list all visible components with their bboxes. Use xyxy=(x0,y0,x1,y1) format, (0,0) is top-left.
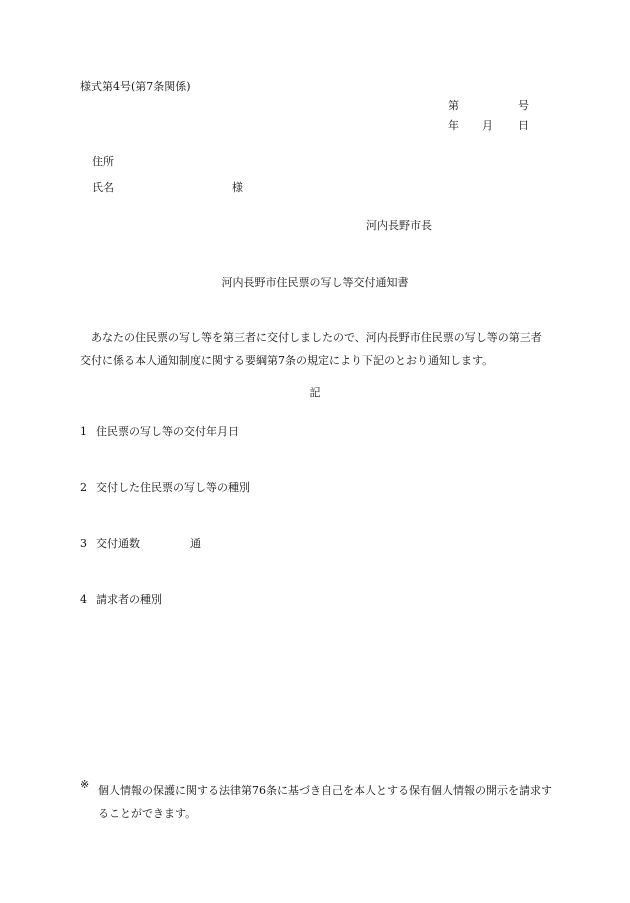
name-label: 氏名 xyxy=(92,181,114,194)
count-unit: 通 xyxy=(190,537,201,550)
item-number: 2 xyxy=(80,481,87,494)
item-number: 3 xyxy=(80,537,87,550)
date-month-label: 月 xyxy=(482,119,493,132)
item-text: 住民票の写し等の交付年月日 xyxy=(96,425,239,438)
ki-heading: 記 xyxy=(309,386,321,399)
document-number-prefix: 第 xyxy=(448,99,459,112)
date-day-label: 日 xyxy=(518,119,529,132)
honorific: 様 xyxy=(232,181,243,194)
body-text: あなたの住民票の写し等を第三者に交付しましたので、河内長野市住民票の写し等の第三者交付に係る本人通知制度に関する要綱第7条の規定により下記のとおり通知します。 xyxy=(80,331,542,367)
item-text: 交付通数 xyxy=(96,537,140,550)
issuer: 河内長野市長 xyxy=(366,219,432,232)
item-number: 4 xyxy=(80,593,87,606)
document-number-suffix: 号 xyxy=(518,99,529,112)
date-year-label: 年 xyxy=(448,119,459,132)
note-text: 個人情報の保護に関する法律第76条に基づき自己を本人とする保有個人情報の開示を請求することができます。 xyxy=(98,784,552,820)
document-title: 河内長野市住民票の写し等交付通知書 xyxy=(221,276,409,289)
note-mark: ※ xyxy=(80,778,90,791)
item-number: 1 xyxy=(80,425,87,438)
item-text: 交付した住民票の写し等の種別 xyxy=(96,481,250,494)
address-label: 住所 xyxy=(92,155,114,168)
item-text: 請求者の種別 xyxy=(96,593,162,606)
form-label: 様式第4号(第7条関係) xyxy=(80,80,191,93)
